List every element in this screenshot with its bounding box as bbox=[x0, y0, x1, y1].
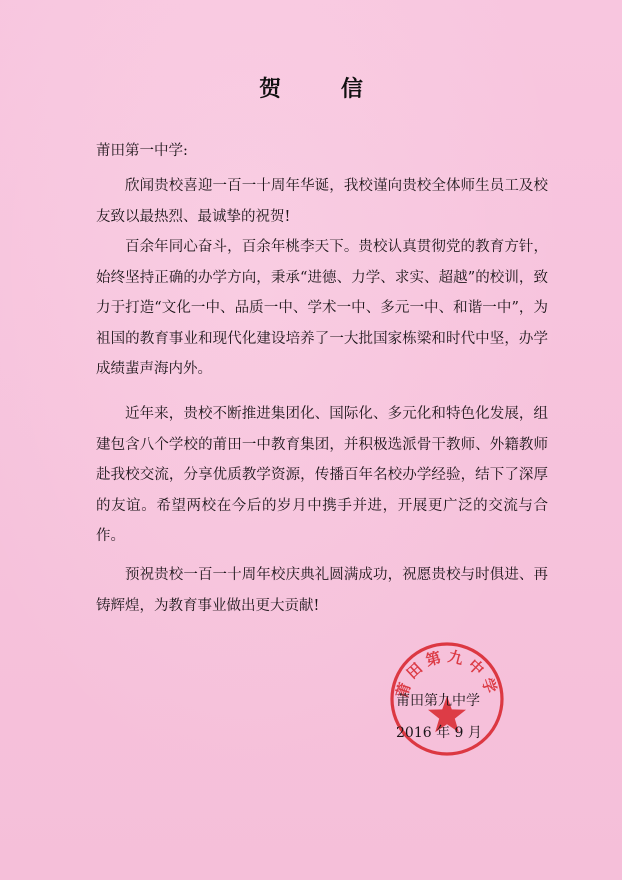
paragraph-2: 百余年同心奋斗，百余年桃李天下。贵校认真贯彻党的教育方针，始终坚持正确的办学方向，秉承“进德、力学、求实、超越”的校训，致力于打造“文化一中、品质一中、学术一中、多元一中、和谐一中”，为祖国的教育事业和现代化建设培养了一大批国家栋梁和时代中坚，办学成绩蜚声海内外。 bbox=[96, 239, 548, 377]
signature: 莆田第九中学 bbox=[396, 693, 480, 709]
seal-text: 莆田第九中学 bbox=[392, 647, 502, 701]
paragraph-1: 欣闻贵校喜迎一百一十周年华诞，我校谨向贵校全体师生员工及校友致以最热烈、最诚挚的祝贺! bbox=[96, 178, 548, 225]
paragraph-4: 预祝贵校一百一十周年校庆典礼圆满成功，祝愿贵校与时俱进、再铸辉煌，为教育事业做出更大贡献! bbox=[96, 567, 548, 614]
letter-title: 贺 信 bbox=[259, 77, 389, 102]
letter-date: 2016 年 9 月 bbox=[396, 725, 482, 741]
paragraph-3: 近年来，贵校不断推进集团化、国际化、多元化和特色化发展，组建包含八个学校的莆田一中教育集团，并积极选派骨干教师、外籍教师赴我校交流，分享优质教学资源，传播百年名校办学经验，结下了深厚的友谊。希望两校在今后的岁月中携手并进，开展更广泛的交流与合作。 bbox=[96, 406, 548, 544]
salutation: 莆田第一中学: bbox=[96, 143, 188, 159]
